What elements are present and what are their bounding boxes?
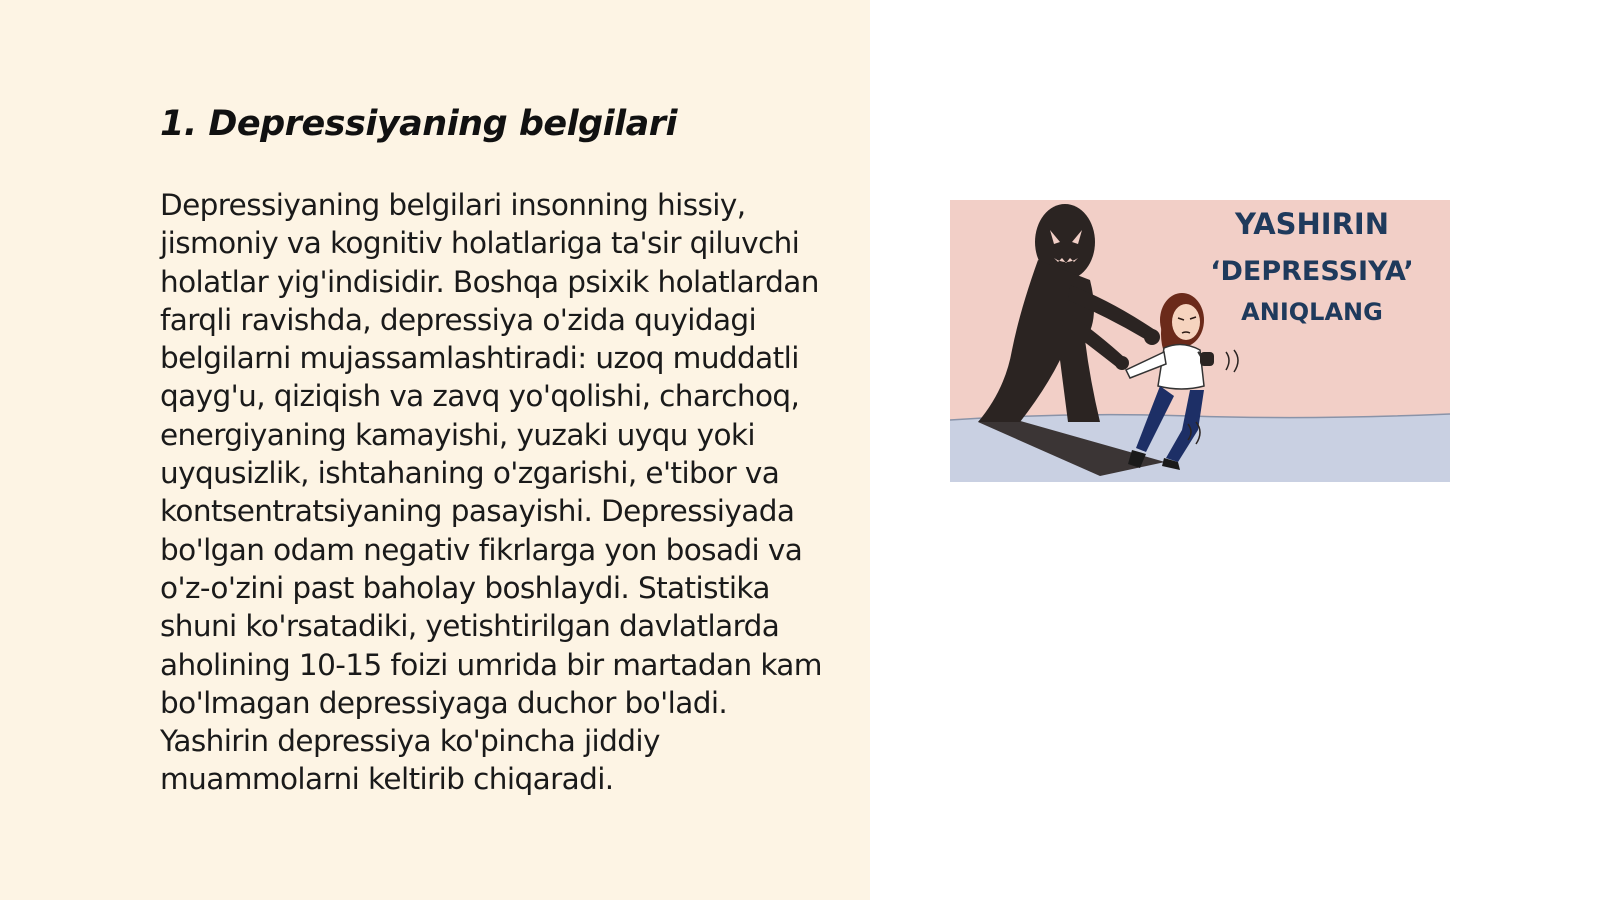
illustration-image [950, 200, 1450, 482]
illustration-svg [950, 200, 1450, 482]
image-title-line2: ‘DEPRESSIYA’ [1210, 256, 1414, 287]
image-title-line3: ANIQLANG [1241, 298, 1383, 326]
image-title-line1: YASHIRIN [1234, 207, 1390, 241]
slide-paragraph: Depressiyaning belgilari insonning hissiy, jismoniy va kognitiv holatlariga ta'sir qiluvchi holatlar yig'indisidir. Boshqa psixik holatlardan farqli ravishda, depressiya o'zida quyidagi belgilarni mujassamlashtiradi: uzoq muddatli qayg'u, qiziqish va zavq yo'qolishi, charchoq, energiyaning kamayishi, yuzaki uyqu yoki uyqusizlik, ishtahaning o'zgarishi, e'tibor va kontsentratsiyaning pasayishi. Depressiyada bo'lgan odam negativ fikrlarga yon bosadi va o'z-o'zini past baholay boshlaydi. Statistika shuni ko'rsatadiki, yetishtirilgan davlatlarda aholining 10-15 foizi umrida bir martadan kam bo'lmagan depressiyaga duchor bo'ladi. Yashirin depressiya ko'pincha jiddiy muammolarni keltirib chiqaradi. [160, 188, 822, 797]
slide-heading: 1. Depressiyaning belgilari [160, 104, 678, 144]
